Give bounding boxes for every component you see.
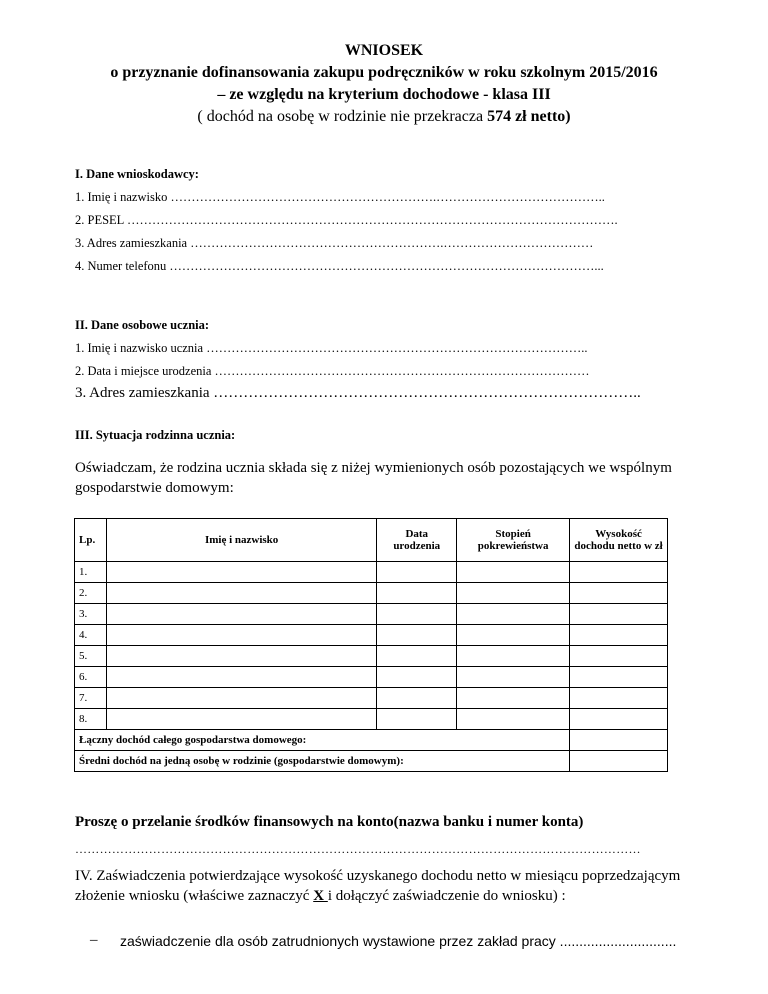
cell-birth[interactable] [377,583,457,604]
cell-relation[interactable] [457,625,570,646]
row-number: 5. [75,646,107,667]
average-income-value[interactable] [570,751,668,772]
applicant-pesel-field[interactable]: 2. PESEL ………………………………………………………………………………………………………. [75,213,618,227]
cell-name[interactable] [106,709,376,730]
applicant-name-field[interactable]: 1. Imię i nazwisko ……………………………………………………….………………………………….. [75,190,605,204]
cell-birth[interactable] [377,646,457,667]
bank-account-field[interactable]: ………………………………………………………………………………………………………………………… [75,842,641,856]
row-number: 3. [75,604,107,625]
table-row [75,667,668,688]
cell-income[interactable] [570,562,668,583]
section-3-heading: III. Sytuacja rodzinna ucznia: [75,428,236,442]
cell-relation[interactable] [457,562,570,583]
row-number: 8. [75,709,107,730]
cell-name[interactable] [106,562,376,583]
income-limit: 574 zł netto) [487,108,571,125]
average-income-row [75,751,668,772]
row-number: 4. [75,625,107,646]
table-row [75,688,668,709]
bank-heading: Proszę o przelanie środków finansowych na konto(nazwa banku i numer konta) [75,814,584,830]
section-4-text-part2: i dołączyć zaświadczenie do wniosku) : [327,888,566,904]
table-row [75,583,668,604]
title-line-1: WNIOSEK [344,42,424,59]
cell-relation[interactable] [457,667,570,688]
header-income: Wysokość dochodu netto w zł [570,519,668,562]
section-4-text-part1: IV. Zaświadczenia potwierdzające wysokość uzyskanego dochodu netto w miesiącu poprzedzającym złożenie wniosku (właściwe zaznaczyć [75,868,681,904]
section-4-text [75,866,705,906]
cell-name[interactable] [106,625,376,646]
cell-birth[interactable] [377,667,457,688]
cell-relation[interactable] [457,646,570,667]
cell-birth[interactable] [377,625,457,646]
table-row [75,625,668,646]
family-intro: Oświadczam, że rodzina ucznia składa się z niżej wymienionych osób pozostających we wspólnym gospodarstwie domowym: [75,460,672,496]
section-1-heading: I. Dane wnioskodawcy: [75,167,199,181]
cell-name[interactable] [106,667,376,688]
header-name: Imię i nazwisko [106,519,376,562]
student-birth-field[interactable]: 2. Data i miejsce urodzenia ……………………………………………………………………………… [75,364,590,378]
title-line-3: – ze względu na kryterium dochodowe - klasa III [217,86,551,103]
total-income-label: Łączny dochód całego gospodarstwa domowego: [75,730,570,751]
cell-income[interactable] [570,667,668,688]
header-lp: Lp. [75,519,107,562]
table-row [75,709,668,730]
row-number: 1. [75,562,107,583]
cell-birth[interactable] [377,688,457,709]
student-address-field[interactable]: 3. Adres zamieszkania ………………………………………………………………………….. [75,385,641,401]
cell-income[interactable] [570,604,668,625]
table-row [75,604,668,625]
cell-relation[interactable] [457,709,570,730]
table-header-row [75,519,668,562]
cell-income[interactable] [570,709,668,730]
cell-birth[interactable] [377,562,457,583]
section-2-heading: II. Dane osobowe ucznia: [75,318,210,332]
x-mark: X [313,888,328,904]
applicant-phone-field[interactable]: 4. Numer telefonu …………………………………………………………………………………………... [75,259,604,273]
cell-birth[interactable] [377,604,457,625]
cell-birth[interactable] [377,709,457,730]
bullet-dash: – [90,932,98,948]
cell-name[interactable] [106,583,376,604]
cell-name[interactable] [106,604,376,625]
cell-relation[interactable] [457,688,570,709]
table-row [75,562,668,583]
cell-relation[interactable] [457,604,570,625]
cell-income[interactable] [570,688,668,709]
applicant-address-field[interactable]: 3. Adres zamieszkania …………………………………………………….……………………………… [75,236,594,250]
row-number: 6. [75,667,107,688]
average-income-label: Średni dochód na jedną osobę w rodzinie (gospodarstwie domowym): [75,751,570,772]
header-relation: Stopień pokrewieństwa [457,519,570,562]
total-income-value[interactable] [570,730,668,751]
row-number: 7. [75,688,107,709]
header-birth-date: Data urodzenia [377,519,457,562]
cell-income[interactable] [570,646,668,667]
cell-name[interactable] [106,688,376,709]
cell-name[interactable] [106,646,376,667]
title-line-4 [0,106,768,128]
cell-income[interactable] [570,583,668,604]
cell-relation[interactable] [457,583,570,604]
title-line-2: o przyznanie dofinansowania zakupu podręczników w roku szkolnym 2015/2016 [110,64,658,81]
employment-certificate-item[interactable]: zaświadczenie dla osób zatrudnionych wystawione przez zakład pracy .............................. [120,933,677,949]
cell-income[interactable] [570,625,668,646]
document-title [0,40,768,128]
family-table [74,518,668,772]
table-row [75,646,668,667]
total-income-row [75,730,668,751]
student-name-field[interactable]: 1. Imię i nazwisko ucznia ……………………………………………………………………………….. [75,341,588,355]
row-number: 2. [75,583,107,604]
title-line-4-prefix: ( dochód na osobę w rodzinie nie przekracza [197,108,488,125]
